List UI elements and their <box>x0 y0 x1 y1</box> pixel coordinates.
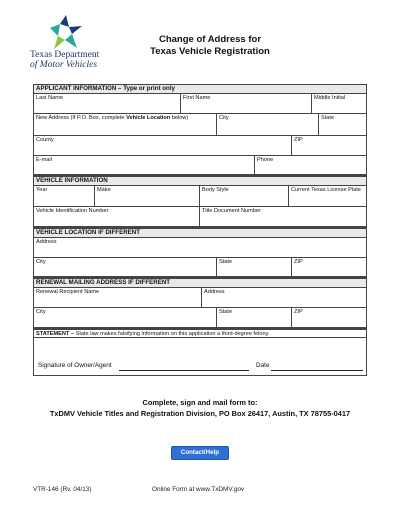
statement-text: State law makes falsifying information on this application a third-degree felony. <box>74 331 270 337</box>
phone-label: Phone <box>257 157 274 163</box>
signature-line[interactable] <box>119 370 249 371</box>
phone-field[interactable] <box>255 156 366 174</box>
renewal-address-label: Address <box>204 289 225 295</box>
renewal-state-label: State <box>219 309 233 315</box>
form-title <box>120 34 300 58</box>
section-location-header: VEHICLE LOCATION IF DIFFERENT <box>33 228 367 237</box>
zip-field[interactable] <box>292 136 366 155</box>
first-name-field[interactable] <box>181 94 312 113</box>
last-name-label: Last Name <box>36 95 64 101</box>
logo-line-1: Texas Department <box>30 50 100 60</box>
signature-box <box>33 338 367 376</box>
vin-label: Vehicle Identification Number <box>36 208 109 214</box>
state-field[interactable] <box>319 114 366 135</box>
location-state-field[interactable] <box>217 258 292 276</box>
new-address-field[interactable] <box>34 114 217 135</box>
title-line-1: Change of Address for <box>158 34 262 45</box>
section-applicant-header: APPLICANT INFORMATION – Type or print only <box>33 84 367 93</box>
county-field[interactable] <box>34 136 292 155</box>
signature-label: Signature of Owner/Agent <box>38 362 112 369</box>
location-city-field[interactable] <box>34 258 217 276</box>
first-name-label: First Name <box>183 95 211 101</box>
title-document-field[interactable] <box>200 207 366 226</box>
email-label: E-mail <box>36 157 52 163</box>
change-of-address-form <box>33 84 367 376</box>
logo-line-2: of Motor Vehicles <box>30 60 98 70</box>
renewal-zip-field[interactable] <box>292 308 366 327</box>
body-style-field[interactable] <box>200 186 289 206</box>
mail-instructions-line-1: Complete, sign and mail form to: <box>142 398 258 407</box>
location-address-field[interactable] <box>34 238 366 257</box>
make-field[interactable] <box>95 186 200 206</box>
statement-label: STATEMENT – <box>36 331 75 337</box>
applicant-group <box>33 93 367 176</box>
title-document-label: Title Document Number <box>202 208 261 214</box>
new-address-bold: Vehicle Location <box>126 115 171 121</box>
renewal-city-field[interactable] <box>34 308 217 327</box>
license-plate-label: Current Texas License Plate <box>291 187 361 193</box>
location-state-label: State <box>219 259 233 265</box>
last-name-field[interactable] <box>34 94 181 113</box>
mail-instructions <box>0 397 400 419</box>
recipient-name-field[interactable] <box>34 288 202 307</box>
city-field[interactable] <box>217 114 319 135</box>
renewal-address-field[interactable] <box>202 288 366 307</box>
contact-help-button[interactable]: Contact/Help <box>171 446 229 460</box>
renewal-city-label: City <box>36 309 46 315</box>
new-address-label-end: below) <box>170 115 189 121</box>
section-renewal-header: RENEWAL MAILING ADDRESS IF DIFFERENT <box>33 278 367 287</box>
renewal-zip-label: ZIP <box>294 309 303 315</box>
renewal-state-field[interactable] <box>217 308 292 327</box>
year-field[interactable] <box>34 186 95 206</box>
email-field[interactable] <box>34 156 255 174</box>
section-vehicle-header: VEHICLE INFORMATION <box>33 176 367 185</box>
date-label: Date <box>256 362 270 369</box>
renewal-group <box>33 287 367 329</box>
middle-initial-field[interactable] <box>312 94 366 113</box>
recipient-name-label: Renewal Recipient Name <box>36 289 100 295</box>
vin-field[interactable] <box>34 207 200 226</box>
star-logo-icon <box>48 14 84 50</box>
middle-initial-label: Middle Initial <box>314 95 346 101</box>
body-style-label: Body Style <box>202 187 229 193</box>
location-group <box>33 237 367 278</box>
txdmv-logo <box>30 14 110 72</box>
location-address-label: Address <box>36 239 57 245</box>
city-label: City <box>219 115 229 121</box>
online-form-text: Online Form at www.TxDMV.gov <box>152 486 245 493</box>
location-zip-label: ZIP <box>294 259 303 265</box>
title-line-2: Texas Vehicle Registration <box>150 46 270 57</box>
year-label: Year <box>36 187 48 193</box>
state-label: State <box>321 115 335 121</box>
location-city-label: City <box>36 259 46 265</box>
make-label: Make <box>97 187 111 193</box>
date-line[interactable] <box>271 370 363 371</box>
county-label: County <box>36 137 54 143</box>
form-number: VTR-146 (Rv. 04/13) <box>33 486 92 493</box>
zip-label: ZIP <box>294 137 303 143</box>
location-zip-field[interactable] <box>292 258 366 276</box>
statement <box>33 329 367 338</box>
vehicle-group <box>33 185 367 228</box>
mail-instructions-line-2: TxDMV Vehicle Titles and Registration Division, PO Box 26417, Austin, TX 78755-0417 <box>49 409 351 418</box>
license-plate-field[interactable] <box>289 186 366 206</box>
new-address-label: New Address (If P.O. Box, complete <box>36 115 127 121</box>
